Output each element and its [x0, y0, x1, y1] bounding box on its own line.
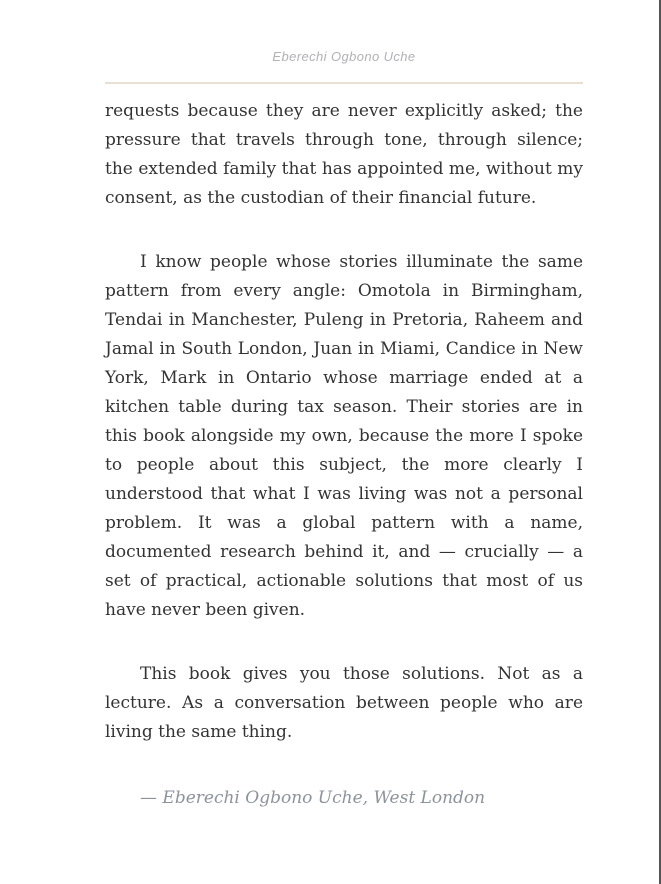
- body-paragraph: This book gives you those solutions. Not as a lecture. As a conversation between people who are living the same thing.: [105, 664, 583, 742]
- running-header: Eberechi Ogbono Uche: [272, 49, 416, 64]
- author-signature: — Eberechi Ogbono Uche, West London: [140, 788, 486, 808]
- header-rule: [105, 82, 583, 84]
- body-paragraph: I know people whose stories illuminate the same pattern from every angle: Omotola in Birmingham, Tendai in Manchester, Puleng in Pretoria, Raheem and Jamal in South London, Juan in Miami, Candice in New York, Mark in Ontario whose marriage ended at a kitchen table during tax season. Their stories are in this book alongside my own, because the more I spoke to people about this subject, the more clearly I understood that what I was living was not a personal problem. It was a global pattern with a name, documented research behind it, and — crucially — a set of practical, actionable solutions that most of us have never been given.: [105, 252, 583, 620]
- page-content: [0, 49, 661, 813]
- body-paragraph: requests because they are never explicitly asked; the pressure that travels through tone, through silence; the extended family that has appointed me, without my consent, as the custodian of their financial future.: [105, 101, 583, 208]
- body-text: [105, 97, 583, 747]
